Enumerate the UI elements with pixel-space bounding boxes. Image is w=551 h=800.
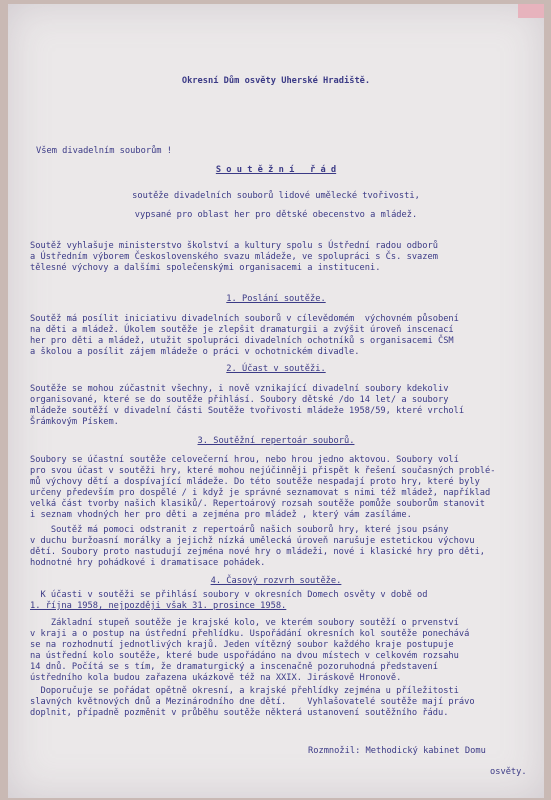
section-3-line: v duchu buržoasní morálky a jejichž nízká umělecká úroveň narušuje estetickou výchovu	[30, 536, 475, 546]
section-4-line: doplnit, případně pozměnit v průběhu soutěže některá ustanovení soutěžního řádu.	[30, 708, 449, 718]
salutation: Všem divadelním souborům !	[36, 146, 172, 156]
intro-line: tělesné výchovy a dalšími společenskými organisacemi a instituceni.	[30, 263, 381, 273]
subtitle-line-2: vypsané pro oblast her pro dětské obecenstvo a mládež.	[134, 210, 418, 220]
section-4-line: slavných květnových dnů a Mezinárodního dne dětí. Vyhlašovatelé soutěže mají právo	[30, 697, 475, 707]
document-title: S o u t ě ž n í ř á d	[215, 165, 337, 175]
section-3-line: hodnotné hry pohádkové i dramatisace pohádek.	[30, 558, 266, 568]
subtitle-line-1: soutěže divadelních souborů lidové umělecké tvořivosti,	[132, 191, 420, 201]
section-3-line: Soutěž má pomoci odstranit z repertoárů našich souborů hry, které jsou psány	[30, 525, 449, 535]
deadline-line: 1. října 1958, nejpozději však 31. prosince 1958.	[30, 601, 287, 611]
intro-line: a Ústředním výborem Československého svazu mládeže, ve spolupráci s Čs. svazem	[30, 252, 438, 262]
pink-sheet-corner	[518, 4, 544, 18]
section-3-line: dětí. Soubory proto nastudují zejména nové hry o mládeži, nové i klasické hry pro děti,	[30, 547, 486, 557]
section-1-line: Soutěž má posílit iniciativu divadelních souborů v cílevědomém výchovném působení	[30, 314, 459, 324]
section-2-line: mládeže soutěží v divadelní části Soutěže tvořivosti mládeže 1958/59, které vrcholí	[30, 406, 465, 416]
document-header: Okresní Dům osvěty Uherské Hradiště.	[181, 76, 371, 86]
section-4-line: K účasti v soutěži se přihlásí soubory v okresních Domech osvěty v době od	[30, 590, 428, 600]
section-heading-2: 2. Účast v soutěži.	[226, 364, 326, 374]
section-2-line: Šrámkovým Pískem.	[30, 417, 119, 427]
section-4-line: 14 dnů. Počítá se s tím, že dramaturgický a inscenačně pozoruhodná představení	[30, 662, 438, 672]
section-3-line: i seznam vhodných her pro děti a zejména pro mládež , který vám zasíláme.	[30, 510, 412, 520]
section-1-line: na děti a mládež. Úkolem soutěže je zlepšit dramaturgii a zvýšit úroveň inscenací	[30, 325, 454, 335]
section-3-line: mů výchovy dětí a dospívající mládeže. Do této soutěže nespadají proto hry, které byly	[30, 477, 480, 487]
section-3-line: určeny především pro dospělé / i když je správné seznamovat s nimi též mládež, například	[30, 488, 491, 498]
section-4-line: na ústřední kolo soutěže, které bude uspořádáno na dvou místech v celkovém rozsahu	[30, 651, 459, 661]
section-4-line: Základní stupeň soutěže je krajské kolo, ve kterém soubory soutěží o prvenství	[30, 618, 459, 628]
section-4-line: ústředního kola budou zařazena ukázkově též na XXIX. Jiráskově Hronově.	[30, 673, 402, 683]
section-4-line: se na rozhodnutí jednotlivých krajů. Jeden vítězný soubor každého kraje postupuje	[30, 640, 454, 650]
document-page	[8, 4, 544, 798]
intro-line: Soutěž vyhlašuje ministerstvo školství a kultury spolu s Ústřední radou odborů	[30, 241, 438, 251]
section-heading-3: 3. Soutěžní repertoár souborů.	[197, 436, 355, 446]
section-3-line: Soubory se účastní soutěže celovečerní hrou, nebo hrou jedno aktovou. Soubory volí	[30, 455, 459, 465]
section-2-line: Soutěže se mohou zúčastnit všechny, i nově vznikající divadelní soubory kdekoliv	[30, 384, 449, 394]
section-3-line: velká část tvorby našich klasiků/. Repertoárový rozsah soutěže pomůže souborům stanovit	[30, 499, 486, 509]
section-1-line: her pro děti a mládež, utužit spolupráci divadelních ochotníků s organisacemi ČSM	[30, 336, 454, 346]
section-3-line: pro svou účast v soutěži hry, které mohou nejúčinněji přispět k řešení současných problé-	[30, 466, 496, 476]
section-heading-1: 1. Poslání soutěže.	[226, 294, 326, 304]
signature-line-1: Rozmnožil: Methodický kabinet Domu	[308, 746, 486, 756]
section-4-line: v kraji a o postup na ústřední přehlídku. Uspořádání okresních kol soutěže ponechává	[30, 629, 470, 639]
section-4-line: Doporučuje se pořádat opětně okresní, a krajské přehlídky zejména u příležitosti	[30, 686, 459, 696]
section-heading-4: 4. Časový rozvrh soutěže.	[210, 576, 342, 586]
signature-line-2: osvěty.	[490, 767, 527, 777]
section-2-line: organisované, které se do soutěže přihlásí. Soubory dětské /do 14 let/ a soubory	[30, 395, 449, 405]
section-1-line: a školou a posílit zájem mládeže o práci v ochotnickém divadle.	[30, 347, 360, 357]
